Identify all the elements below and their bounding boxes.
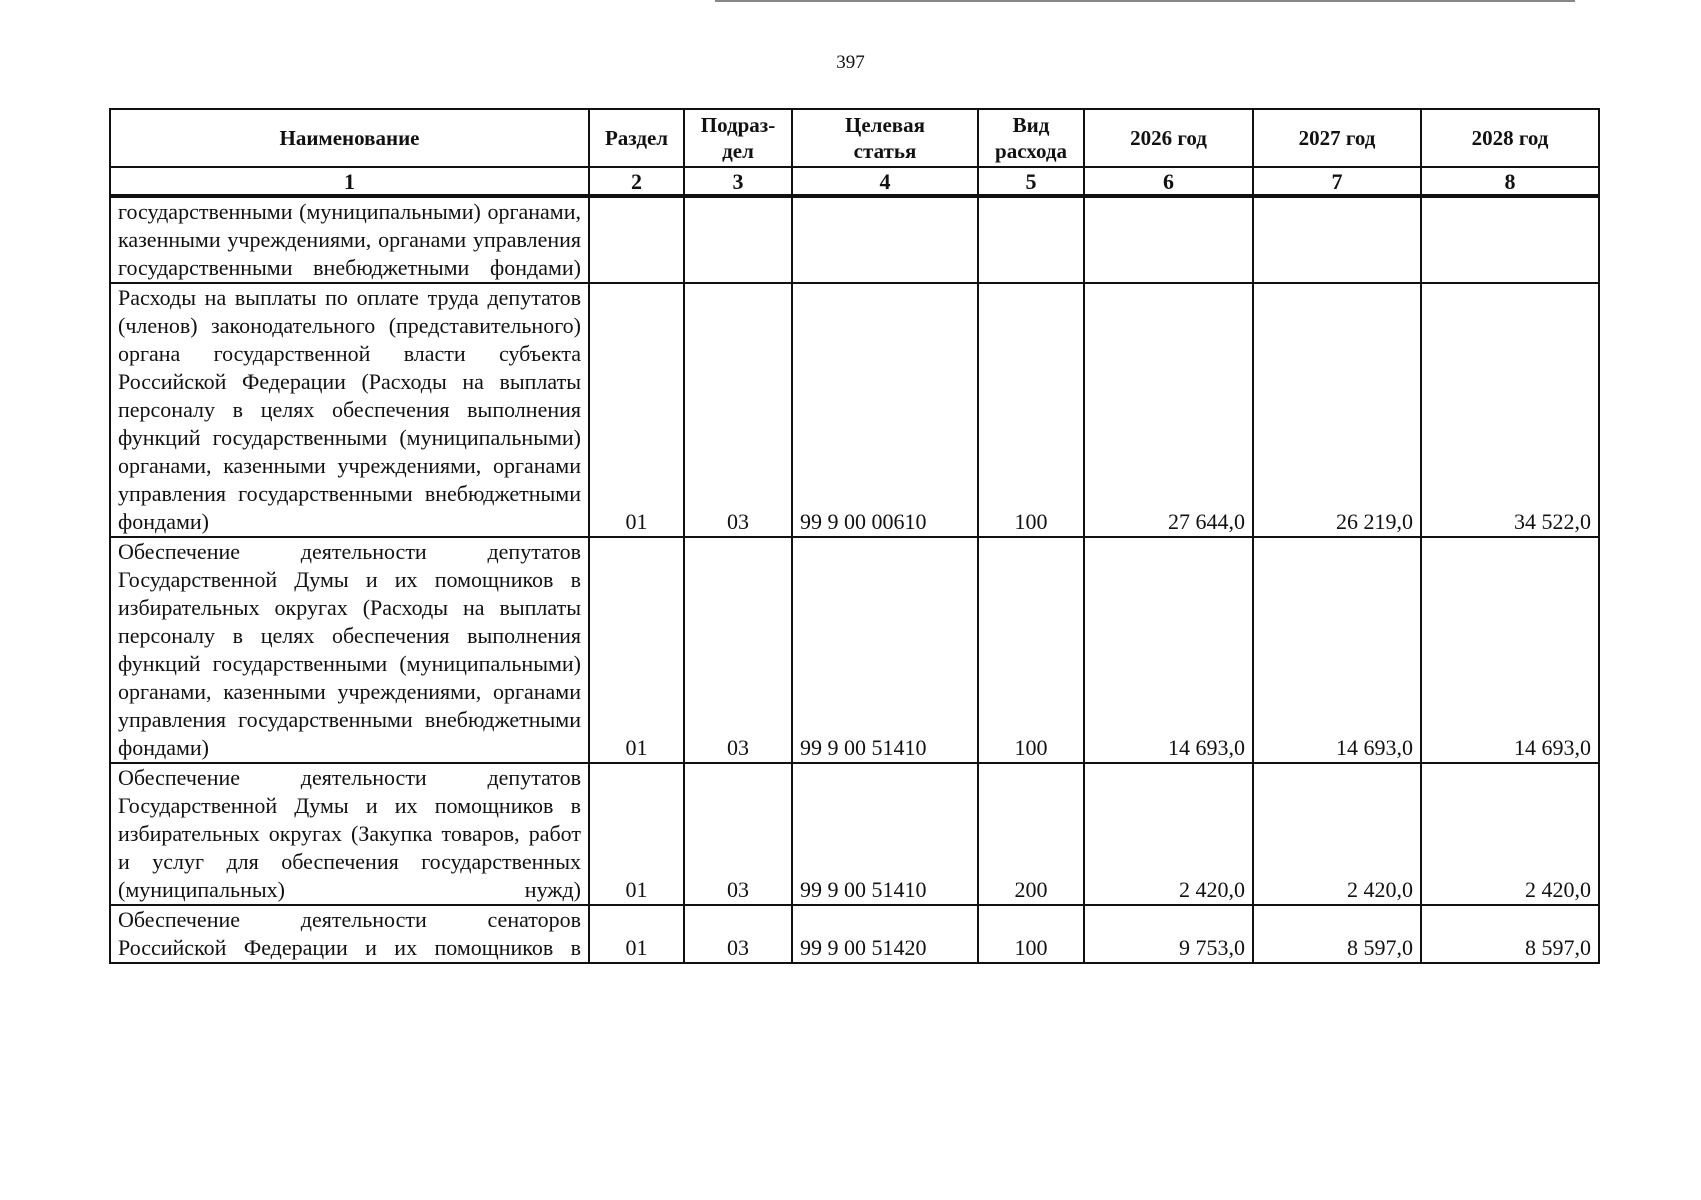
table-row <box>110 537 1599 763</box>
table-row <box>110 763 1599 905</box>
header-kind-line2: расхода <box>995 139 1067 163</box>
row-section: 01 <box>589 537 684 763</box>
column-number: 4 <box>792 167 978 196</box>
row-2028: 2 420,0 <box>1421 763 1599 905</box>
table-row <box>110 283 1599 537</box>
header-kind <box>978 109 1084 167</box>
header-subsection <box>684 109 792 167</box>
row-2027: 14 693,0 <box>1253 537 1421 763</box>
column-number: 8 <box>1421 167 1599 196</box>
row-2026: 27 644,0 <box>1084 283 1253 537</box>
header-2027: 2027 год <box>1253 109 1421 167</box>
column-number: 2 <box>589 167 684 196</box>
row-kind: 100 <box>978 905 1084 963</box>
top-scan-rule <box>715 0 1575 2</box>
header-subsection-line1: Подраз- <box>700 113 776 137</box>
budget-table <box>109 108 1600 964</box>
header-name: Наименование <box>110 109 589 167</box>
row-target: 99 9 00 00610 <box>792 283 978 537</box>
row-2027 <box>1253 196 1421 283</box>
row-kind: 100 <box>978 537 1084 763</box>
row-2026: 14 693,0 <box>1084 537 1253 763</box>
row-target: 99 9 00 51420 <box>792 905 978 963</box>
row-subsection: 03 <box>684 283 792 537</box>
header-target <box>792 109 978 167</box>
row-section <box>589 196 684 283</box>
row-kind: 100 <box>978 283 1084 537</box>
row-subsection: 03 <box>684 905 792 963</box>
row-2028: 8 597,0 <box>1421 905 1599 963</box>
row-2027: 8 597,0 <box>1253 905 1421 963</box>
column-number: 7 <box>1253 167 1421 196</box>
row-name: Обеспечение деятельности сенаторов Российской Федерации и их помощников в <box>110 905 589 963</box>
row-subsection: 03 <box>684 763 792 905</box>
row-section: 01 <box>589 763 684 905</box>
row-2026: 9 753,0 <box>1084 905 1253 963</box>
row-kind <box>978 196 1084 283</box>
row-target: 99 9 00 51410 <box>792 537 978 763</box>
row-2026: 2 420,0 <box>1084 763 1253 905</box>
row-subsection: 03 <box>684 537 792 763</box>
header-target-line1: Целевая <box>845 113 925 137</box>
row-section: 01 <box>589 905 684 963</box>
row-name: Расходы на выплаты по оплате труда депутатов (членов) законодательного (представительного) органа государственной власти субъекта Российской Федерации (Расходы на выплаты персоналу в целях обеспечения выполнения функций государственными (муниципальными) органами, казенными учреждениями, органами управления государственными внебюджетными фондами) <box>110 283 589 537</box>
header-section: Раздел <box>589 109 684 167</box>
row-subsection <box>684 196 792 283</box>
header-2026: 2026 год <box>1084 109 1253 167</box>
header-kind-line1: Вид <box>1012 113 1050 137</box>
row-target <box>792 196 978 283</box>
header-2028: 2028 год <box>1421 109 1599 167</box>
row-name: Обеспечение деятельности депутатов Государственной Думы и их помощников в избирательных округах (Закупка товаров, работ и услуг для обеспечения государственных (муниципальных) нужд) <box>110 763 589 905</box>
column-number-row <box>110 167 1599 196</box>
row-2027: 26 219,0 <box>1253 283 1421 537</box>
row-name: государственными (муниципальными) органами, казенными учреждениями, органами управления государственными внебюджетными фондами) <box>110 196 589 283</box>
column-number: 1 <box>110 167 589 196</box>
row-2028 <box>1421 196 1599 283</box>
page-number: 397 <box>836 52 865 73</box>
row-2028: 34 522,0 <box>1421 283 1599 537</box>
table-row <box>110 196 1599 283</box>
column-number: 3 <box>684 167 792 196</box>
row-name: Обеспечение деятельности депутатов Государственной Думы и их помощников в избирательных округах (Расходы на выплаты персоналу в целях обеспечения выполнения функций государственными (муниципальными) органами, казенными учреждениями, органами управления государственными внебюджетными фондами) <box>110 537 589 763</box>
header-target-line2: статья <box>853 139 917 163</box>
header-row <box>110 109 1599 167</box>
column-number: 5 <box>978 167 1084 196</box>
row-kind: 200 <box>978 763 1084 905</box>
table-row <box>110 905 1599 963</box>
row-target: 99 9 00 51410 <box>792 763 978 905</box>
column-number: 6 <box>1084 167 1253 196</box>
row-2026 <box>1084 196 1253 283</box>
header-subsection-line2: дел <box>722 139 754 163</box>
row-2027: 2 420,0 <box>1253 763 1421 905</box>
row-section: 01 <box>589 283 684 537</box>
row-2028: 14 693,0 <box>1421 537 1599 763</box>
